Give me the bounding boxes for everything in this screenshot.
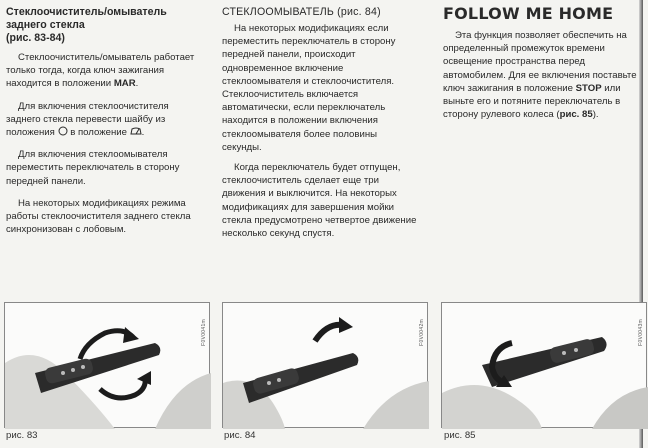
paragraph: Для включения стеклоочистителя заднего стекла перевести шайбу из положения в положение . [6, 100, 169, 139]
rear-wiper-icon [130, 126, 142, 136]
stalk-pull-illustration [442, 303, 648, 429]
paragraph: Для включения стеклоомывателя переместить переключатель в сторону передней панели. [6, 149, 180, 187]
figure-code: F0V0041m [201, 319, 207, 346]
stop-position: STOP [575, 82, 602, 94]
figure-85 [441, 302, 647, 428]
heading-line: Стеклоочиститель/омыватель [6, 6, 167, 18]
section-heading-follow-me-home: FOLLOW ME HOME [443, 4, 614, 23]
figure-reference: рис. 85 [559, 109, 593, 121]
figure-code: F0V0042m [419, 319, 425, 346]
stalk-rotate-illustration [5, 303, 211, 429]
paragraph: На некоторых модификациях если переместить переключатель в сторону передней панели, происходит одновременное включение стеклоомывателя и стеклоочистителя. Стеклоочиститель включается автоматически, если переключатель находится в положении включения стеклоомывателя более половины секунды. [222, 23, 396, 153]
figure-code: F0V0043m [638, 319, 644, 346]
figure-caption: рис. 85 [444, 430, 476, 441]
column-rear-wiper [6, 6, 202, 245]
figure-83 [4, 302, 210, 428]
stalk-push-illustration [223, 303, 429, 429]
section-heading-washer: СТЕКЛООМЫВАТЕЛЬ (рис. 84) [222, 6, 381, 18]
figure-84 [222, 302, 428, 428]
paragraph: Стеклоочиститель/омыватель работает только тогда, когда ключ зажигания находится в положении MAR. [6, 52, 195, 90]
paragraph: Эта функция позволяет обеспечить на определенный промежуток времени освещение пространства перед автомобилем. Для ее включения поставьте ключ зажигания в положение STOP или выньте его и потяните переключатель в сторону рулевого колеса (рис. 85). [443, 30, 637, 121]
paragraph: На некоторых модификациях режима работы стеклоочистителя заднего стекла синхронизован с лобовым. [6, 197, 191, 236]
mar-position: MAR [113, 78, 136, 90]
off-circle-icon [58, 126, 68, 136]
heading-line: заднего стекла [6, 19, 85, 31]
figure-caption: рис. 84 [224, 430, 256, 441]
figure-caption: рис. 83 [6, 430, 38, 441]
column-follow-me-home [443, 6, 639, 128]
paragraph: Когда переключатель будет отпущен, стеклоочиститель сделает еще три движения и выключится. На некоторых модификациях для завершения мойки стекла предусмотрено четвертое движение несколько секунд спустя. [222, 162, 417, 240]
column-washer [222, 6, 418, 247]
section-heading-rear-wiper [6, 6, 202, 45]
heading-line: (рис. 83-84) [6, 32, 65, 44]
